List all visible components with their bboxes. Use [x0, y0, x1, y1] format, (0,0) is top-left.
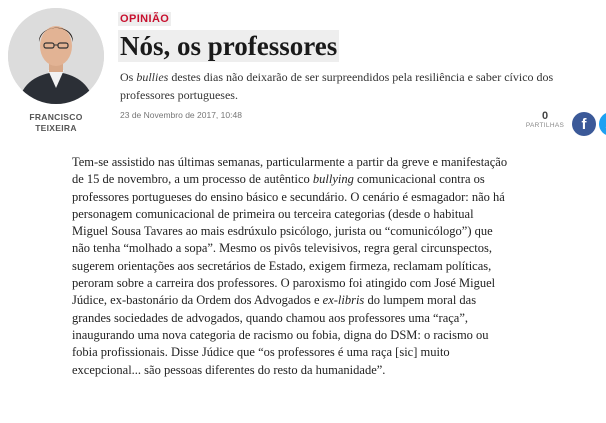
lead-text-pre: Os [120, 70, 137, 84]
section-label[interactable]: OPINIÃO [120, 13, 170, 25]
twitter-share-button[interactable] [599, 112, 606, 136]
author-name[interactable] [8, 112, 104, 134]
body-text-emphasis-exlibris: ex-libris [322, 293, 365, 308]
facebook-icon: f [581, 116, 587, 133]
publish-date: 23 de Novembro de 2017, 10:48 [120, 110, 242, 120]
author-last-name: TEIXEIRA [35, 123, 77, 133]
body-text-part2: comunicacional contra os professores portugueses do ensino básico e secundário. O cenário é esmagador: não há personagem comunicacional de primeira ou terceira categorias (desde o habitual Miguel Sousa Tavares ao mais esdrúxulo psicólogo, jurista ou “comunicólogo”) que não tenha “molhado a sopa”. Mesmo os pivôs televisivos, regra geral circunspectos, sugerem orientações aos secretários de Estado, exigem firmeza, reclamam políticas, peroram sobre a carreira dos professores. O paroxismo foi atingido com José Miguel Júdice, ex-bastonário da Ordem dos Advogados e [72, 172, 505, 308]
body-paragraph [72, 154, 508, 379]
facebook-share-button[interactable] [572, 112, 596, 136]
share-counter [524, 110, 566, 129]
twitter-icon [599, 112, 606, 136]
author-photo-icon [8, 8, 104, 104]
lead-text-emphasis: bullies [136, 70, 169, 84]
share-count: 0 [541, 110, 549, 122]
article-lead [120, 68, 606, 104]
lead-text-post: destes dias não deixarão de ser surpreendidos pela resiliência e saber cívico dos professores portugueses. [120, 70, 554, 102]
article-title: Nós, os professores [120, 31, 338, 61]
author-avatar[interactable] [8, 8, 104, 104]
share-label: PARTILHAS [525, 122, 565, 129]
article-body [72, 154, 508, 379]
body-text-part1: Tem-se assistido nas últimas semanas, particularmente a partir da greve e manifestação de 15 de novembro, a um processo de autêntico [72, 155, 508, 187]
body-text-part3: do lumpem moral das grandes sociedades de advogados, quando chamou aos professores uma “raça”, inaugurando uma nova categoria de racismo ou fobia, digna do DSM: o racismo ou fobia profissionais. Disse Júdice que “os professores é uma raça [sic] muito excepcional... são pessoas diferentes do resto da humanidade”. [72, 293, 489, 377]
author-first-name: FRANCISCO [29, 112, 83, 122]
article-header [0, 0, 606, 140]
body-text-emphasis-bullying: bullying [312, 172, 354, 187]
